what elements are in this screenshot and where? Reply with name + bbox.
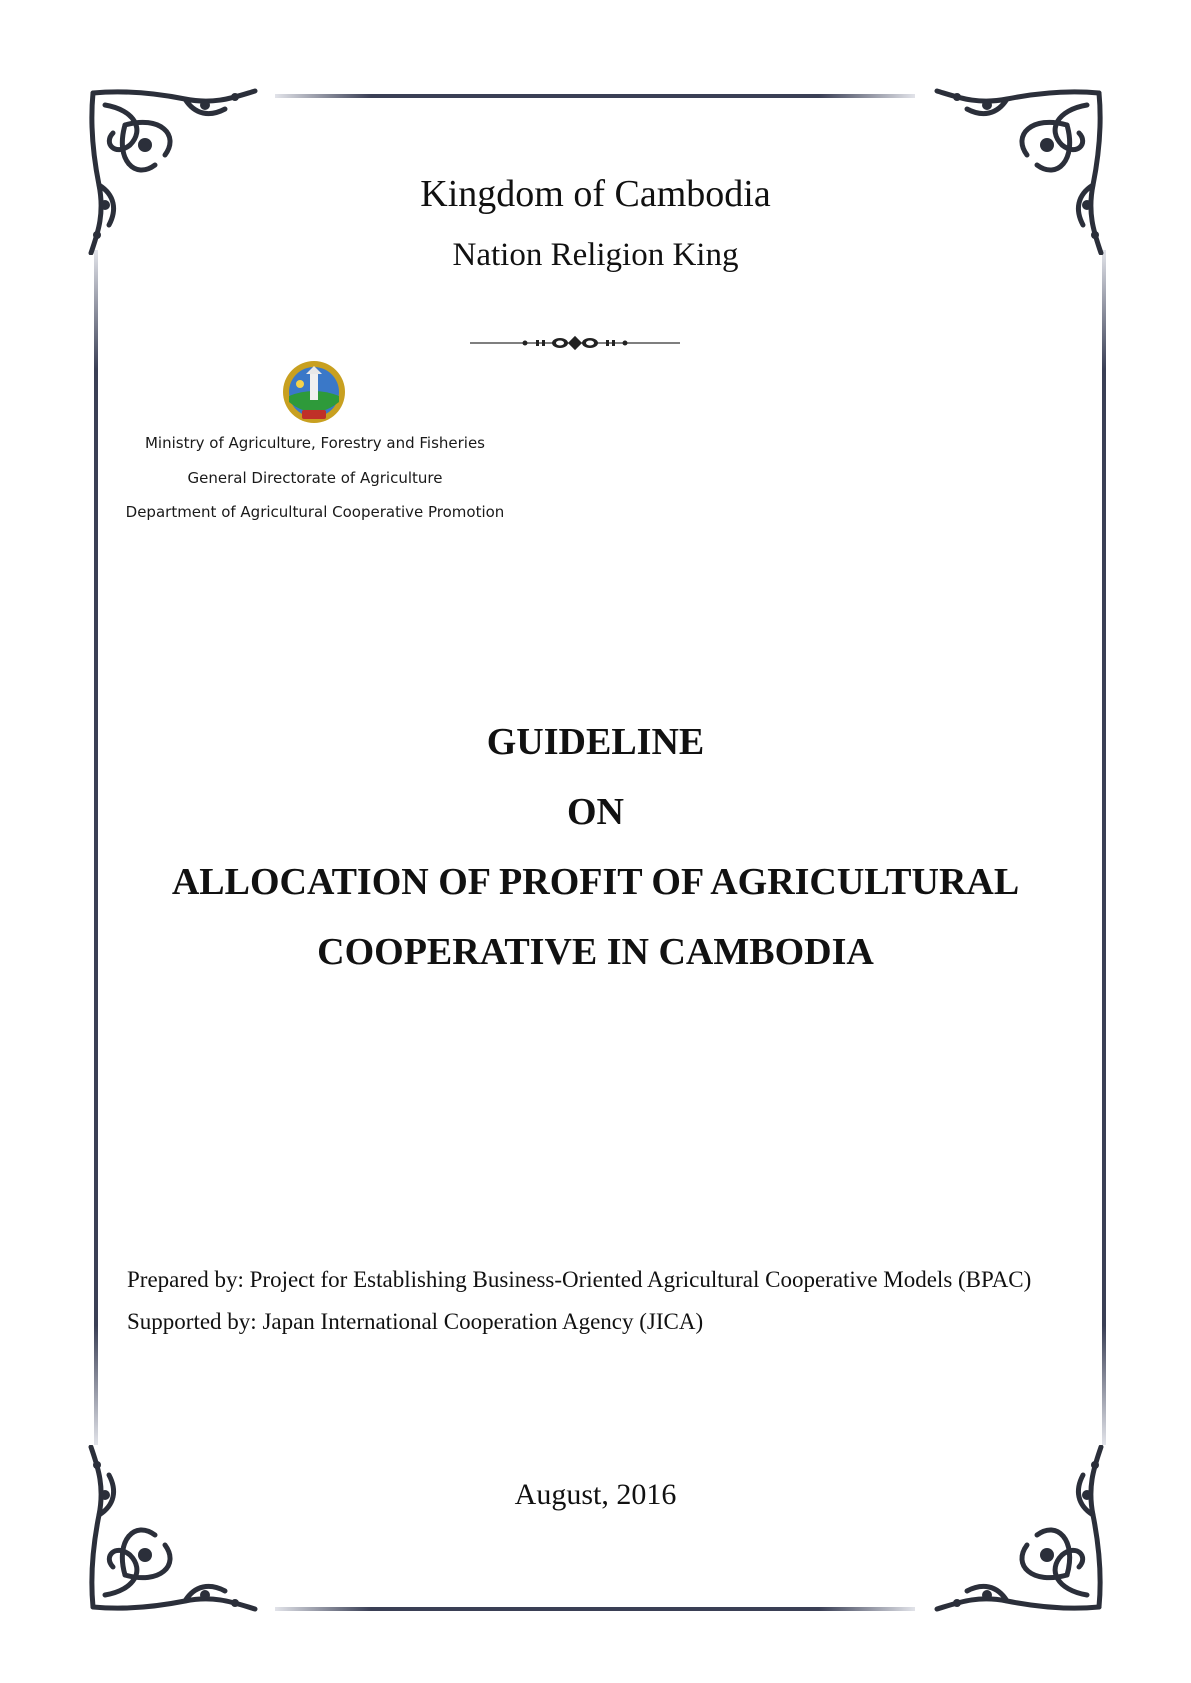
department-name: Department of Agricultural Cooperative Promotion [125, 503, 505, 521]
document-title-line-1: GUIDELINE [486, 721, 705, 763]
national-motto: Nation Religion King [452, 237, 739, 273]
corner-ornament-icon [85, 1445, 260, 1615]
corner-ornament-icon [85, 85, 260, 255]
supported-by-line: Supported by: Japan International Cooperation Agency (JICA) [127, 1309, 704, 1334]
publication-date: August, 2016 [514, 1478, 677, 1511]
ornamental-divider-icon [470, 333, 680, 353]
ministry-name: Ministry of Agriculture, Forestry and Fisheries [144, 434, 485, 452]
corner-ornament-icon [932, 85, 1107, 255]
corner-ornament-icon [932, 1445, 1107, 1615]
directorate-name: General Directorate of Agriculture [187, 469, 443, 487]
frame-left-line [94, 250, 98, 1445]
frame-bottom-line [275, 1607, 915, 1611]
frame-top-line [275, 94, 915, 98]
document-title-line-4: COOPERATIVE IN CAMBODIA [317, 931, 874, 973]
country-heading: Kingdom of Cambodia [420, 173, 771, 215]
prepared-by-line: Prepared by: Project for Establishing Business-Oriented Agricultural Cooperative Models (BPAC) [127, 1267, 1032, 1292]
document-title-line-2: ON [567, 791, 624, 833]
ministry-seal-icon [276, 356, 352, 426]
frame-right-line [1102, 250, 1106, 1445]
document-title-line-3: ALLOCATION OF PROFIT OF AGRICULTURAL [171, 861, 1020, 903]
